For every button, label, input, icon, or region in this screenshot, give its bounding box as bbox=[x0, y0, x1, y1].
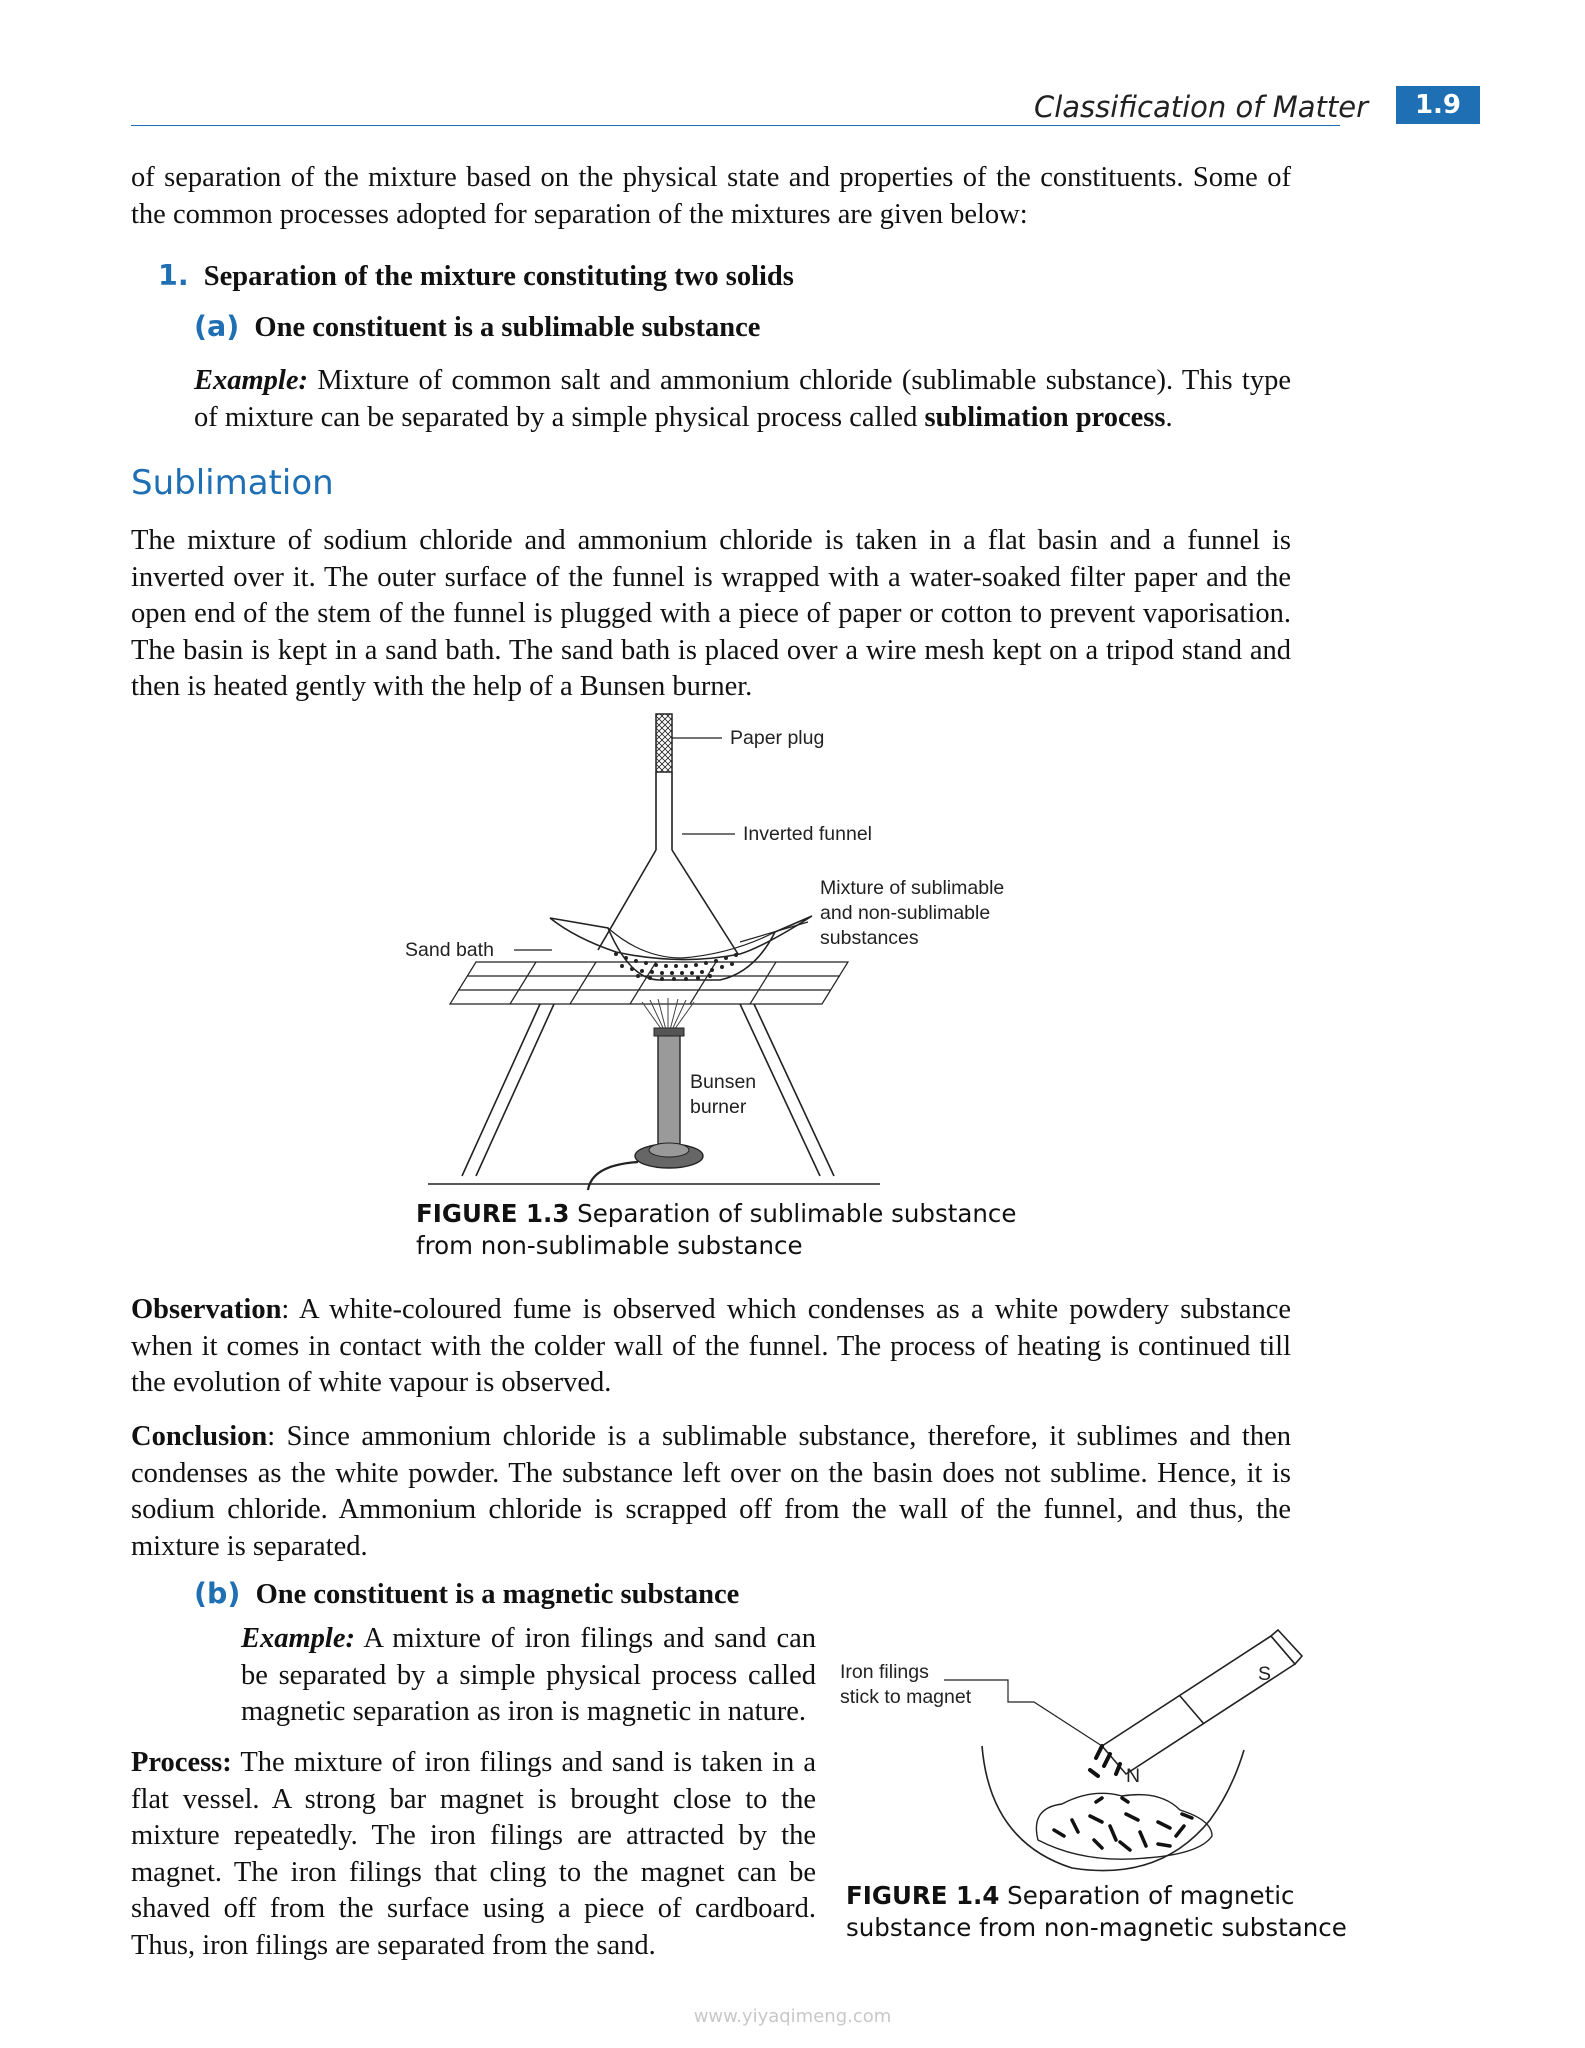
figure-1-3-caption bbox=[416, 1198, 1016, 1262]
figure-1-3-label: FIGURE 1.3 bbox=[416, 1199, 570, 1228]
watermark-text: www.yiyaqimeng.com bbox=[693, 2006, 892, 2027]
conclusion-label: Conclusion bbox=[131, 1421, 268, 1452]
process-text: The mixture of iron filings and sand is taken in a flat vessel. A strong bar magnet is brought close to the mixture repeatedly. The iron filings are attracted by the magnet. The iron filings that cling to the magnet can be shaved off from the surface using a piece of cardboard. Thus, iron filings are separated from the sand. bbox=[131, 1747, 816, 1961]
wire-mesh bbox=[450, 962, 848, 1004]
figure-1-4-caption-line1: Separation of magnetic bbox=[999, 1881, 1295, 1910]
funnel-right-edge bbox=[672, 850, 738, 954]
conclusion-text: : Since ammonium chloride is a sublimable substance, therefore, it sublimes and then condenses as the white powder. The substance left over on the basin does not sublime. Hence, it is sodium chloride. Ammonium chloride is scrapped off from the wall of the funnel, and thus, the mixture is separated. bbox=[131, 1421, 1291, 1562]
flame bbox=[642, 998, 694, 1030]
section-title-sublimation: Sublimation bbox=[131, 463, 334, 503]
label-mixture-line1: Mixture of sublimable bbox=[820, 877, 1005, 899]
funnel-left-edge bbox=[598, 850, 656, 950]
header-rule bbox=[131, 125, 1340, 126]
item-1a-marker: (a) bbox=[194, 310, 240, 343]
figure-1-4-caption bbox=[846, 1880, 1347, 1944]
chapter-title: Classification of Matter bbox=[1033, 90, 1368, 124]
example-label: Example: bbox=[194, 365, 308, 396]
figure-1-3-diagram bbox=[380, 710, 1005, 1200]
item-1-text: Separation of the mixture constituting two solids bbox=[203, 261, 794, 292]
label-mixture-line3: substances bbox=[820, 927, 919, 949]
iron-filings bbox=[1054, 1798, 1192, 1850]
figure-1-3-caption-line1: Separation of sublimable substance bbox=[569, 1199, 1017, 1228]
label-pole-n: N bbox=[1126, 1765, 1141, 1787]
example-text: Mixture of common salt and ammonium chloride (sublimable substance). This type of mixture can be separated by a simple physical process called bbox=[194, 365, 1291, 433]
observation-paragraph bbox=[131, 1292, 1291, 1402]
item-1a-example bbox=[194, 363, 1291, 436]
figure-1-3-caption-line2: from non-sublimable substance bbox=[416, 1231, 803, 1260]
running-header bbox=[131, 86, 1480, 130]
figure-1-4-label: FIGURE 1.4 bbox=[846, 1881, 1000, 1910]
example-b-label: Example: bbox=[241, 1623, 355, 1654]
bunsen-burner bbox=[588, 1028, 703, 1190]
item-1-marker: 1. bbox=[158, 259, 189, 292]
observation-label: Observation bbox=[131, 1294, 282, 1325]
intro-paragraph: of separation of the mixture based on the physical state and properties of the constituents. Some of the common processes adopted for separation of the mixtures are given below: bbox=[131, 162, 1291, 230]
label-paper-plug: Paper plug bbox=[730, 727, 825, 749]
vessel-bowl bbox=[982, 1746, 1244, 1871]
figure-1-4-diagram bbox=[840, 1630, 1300, 1880]
example-b-text: A mixture of iron filings and sand can be separated by a simple physical process called magnetic separation as iron is magnetic in nature. bbox=[241, 1623, 816, 1727]
example-end: . bbox=[1165, 401, 1173, 433]
bar-magnet bbox=[1102, 1630, 1302, 1774]
process-paragraph bbox=[131, 1745, 816, 1964]
process-label: Process: bbox=[131, 1747, 232, 1778]
figure-1-4-caption-line2: substance from non-magnetic substance bbox=[846, 1913, 1347, 1942]
item-1b-marker: (b) bbox=[194, 1577, 241, 1610]
item-1b-heading bbox=[194, 1576, 739, 1613]
item-1a-heading bbox=[194, 309, 760, 346]
label-iron-line1: Iron filings bbox=[840, 1661, 929, 1683]
label-burner-line1: Bunsen bbox=[690, 1071, 757, 1093]
sublimation-paragraph: The mixture of sodium chloride and ammonium chloride is taken in a flat basin and a funnel is inverted over it. The outer surface of the funnel is wrapped with a water-soaked filter paper and the open end of the stem of the funnel is plugged with a piece of paper or cotton to prevent vaporisation. The basin is kept in a sand bath. The sand bath is placed over a wire mesh kept on a tripod stand and then is heated gently with the help of a Bunsen burner. bbox=[131, 525, 1291, 702]
example-bold: sublimation process bbox=[924, 401, 1166, 433]
label-burner-line2: burner bbox=[690, 1096, 747, 1118]
page-number: 1.9 bbox=[1396, 86, 1480, 124]
item-1a-text: One constituent is a sublimable substance bbox=[254, 312, 761, 343]
item-1b-example bbox=[241, 1621, 816, 1731]
label-pole-s: S bbox=[1258, 1663, 1272, 1685]
label-mixture-line2: and non-sublimable bbox=[820, 902, 991, 924]
observation-text: : A white-coloured fume is observed which condenses as a white powdery substance when it comes in contact with the colder wall of the funnel. The process of heating is continued till the evolution of white vapour is observed. bbox=[131, 1294, 1291, 1398]
label-sand-bath: Sand bath bbox=[405, 939, 494, 961]
item-1b-text: One constituent is a magnetic substance bbox=[255, 1579, 740, 1610]
label-inverted-funnel: Inverted funnel bbox=[743, 823, 873, 845]
sand-bath-basin bbox=[550, 916, 812, 980]
paper-plug-shape bbox=[656, 714, 672, 772]
label-iron-line2: stick to magnet bbox=[840, 1686, 972, 1708]
conclusion-paragraph bbox=[131, 1419, 1291, 1565]
item-1-heading bbox=[158, 258, 794, 295]
